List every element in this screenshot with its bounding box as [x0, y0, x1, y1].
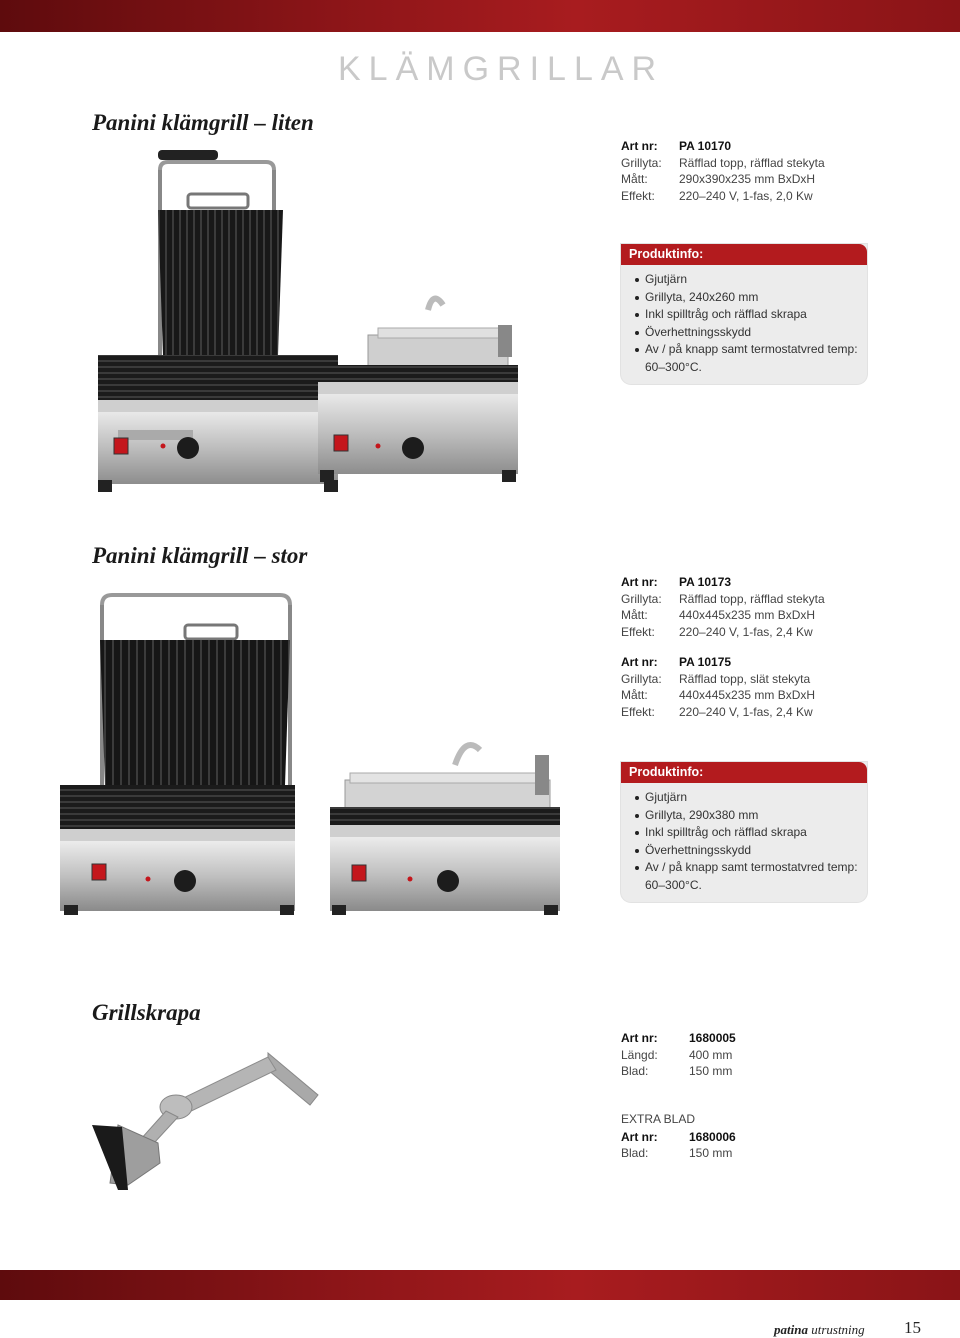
produktinfo-box-liten	[621, 244, 867, 384]
spec-key: Längd:	[621, 1047, 658, 1062]
spec-row-effekt	[621, 704, 815, 721]
spec-value: 400 mm	[689, 1047, 733, 1062]
spec-key: Grillyta:	[621, 591, 662, 606]
spec-value: 440x445x235 mm BxDxH	[679, 608, 816, 622]
section-title-grillskrapa: Grillskrapa	[92, 1000, 201, 1025]
brand-name: patina	[774, 1322, 808, 1337]
top-color-band	[0, 0, 960, 32]
spec-value: Räfflad topp, slät stekyta	[679, 671, 811, 686]
spec-key: Mått:	[621, 172, 648, 186]
spec-row-langd	[621, 1047, 736, 1064]
list-item-continuation: 60–300°C.	[645, 877, 702, 892]
list-item: Överhettningsskydd	[635, 842, 859, 860]
produktinfo-box-stor	[621, 762, 867, 902]
spec-key: Effekt:	[621, 624, 655, 639]
produktinfo-header: Produktinfo:	[621, 244, 867, 265]
spec-row-artnr	[621, 654, 815, 671]
spec-row-artnr	[621, 138, 825, 155]
list-item: Av / på knapp samt termostatvred temp:	[635, 859, 859, 877]
spec-value: 220–240 V, 1-fas, 2,4 Kw	[679, 624, 813, 639]
list-item: Överhettningsskydd	[635, 324, 859, 342]
extra-blad-label: EXTRA BLAD	[621, 1112, 696, 1126]
section-title-stor: Panini klämgrill – stor	[92, 543, 308, 568]
spec-key: Effekt:	[621, 188, 655, 203]
spec-value: 150 mm	[689, 1146, 733, 1160]
list-item: Av / på knapp samt termostatvred temp:	[635, 341, 859, 359]
brand-suffix: utrustning	[811, 1322, 865, 1337]
product-image-panini-liten	[88, 150, 548, 500]
spec-table-pa10175	[621, 654, 815, 720]
list-item: Grillyta, 240x260 mm	[635, 289, 859, 307]
spec-table-pa10173	[621, 574, 825, 640]
spec-value: 440x445x235 mm BxDxH	[679, 688, 816, 702]
spec-row-blad	[621, 1063, 736, 1080]
spec-table-pa10170	[621, 138, 825, 204]
spec-key: Blad:	[621, 1064, 649, 1078]
page-heading: KLÄMGRILLAR	[338, 50, 665, 88]
produktinfo-list	[621, 783, 867, 902]
spec-key: Art nr:	[621, 575, 658, 589]
list-item: Grillyta, 290x380 mm	[635, 807, 859, 825]
page-number: 15	[904, 1318, 921, 1337]
spec-value: 220–240 V, 1-fas, 2,4 Kw	[679, 704, 813, 719]
section-title-liten: Panini klämgrill – liten	[92, 110, 314, 135]
spec-row-grillyta	[621, 591, 825, 608]
produktinfo-header: Produktinfo:	[621, 762, 867, 783]
list-item: Gjutjärn	[635, 271, 859, 289]
spec-key: Art nr:	[621, 655, 658, 669]
spec-row-artnr	[621, 1129, 736, 1146]
spec-key: Mått:	[621, 608, 648, 622]
spec-value: PA 10173	[679, 575, 732, 589]
spec-value: 220–240 V, 1-fas, 2,0 Kw	[679, 188, 813, 203]
spec-table-extra-blad	[621, 1111, 736, 1162]
spec-row-grillyta	[621, 155, 825, 172]
spec-value: 150 mm	[689, 1064, 733, 1078]
spec-key: Effekt:	[621, 704, 655, 719]
produktinfo-list	[621, 265, 867, 384]
spec-row-grillyta	[621, 671, 815, 688]
spec-row-artnr	[621, 574, 825, 591]
spec-value: Räfflad topp, räfflad stekyta	[679, 155, 825, 170]
product-image-panini-stor	[40, 585, 610, 920]
spec-row-matt	[621, 171, 825, 188]
list-item: Gjutjärn	[635, 789, 859, 807]
list-item-continuation: 60–300°C.	[645, 359, 702, 374]
spec-key: Art nr:	[621, 139, 658, 153]
spec-row-matt	[621, 607, 825, 624]
spec-value: 1680006	[689, 1129, 736, 1144]
spec-key: Art nr:	[621, 1031, 658, 1045]
spec-value: 290x390x235 mm BxDxH	[679, 172, 816, 186]
spec-key: Mått:	[621, 688, 648, 702]
spec-value: PA 10175	[679, 655, 732, 669]
spec-row-matt	[621, 687, 815, 704]
bottom-color-band	[0, 1270, 960, 1300]
spec-row-effekt	[621, 188, 825, 205]
list-item: Inkl spilltråg och räfflad skrapa	[635, 824, 859, 842]
spec-value: PA 10170	[679, 139, 732, 153]
footer-brand	[774, 1322, 865, 1338]
spec-key: Grillyta:	[621, 671, 662, 686]
spec-row-artnr	[621, 1030, 736, 1047]
spec-key: Grillyta:	[621, 155, 662, 170]
spec-row-effekt	[621, 624, 825, 641]
spec-row-blad	[621, 1145, 736, 1162]
spec-value: Räfflad topp, räfflad stekyta	[679, 591, 825, 606]
spec-key: Blad:	[621, 1146, 649, 1160]
spec-table-1680005	[621, 1030, 736, 1080]
spec-key: Art nr:	[621, 1129, 658, 1144]
spec-value: 1680005	[689, 1031, 736, 1045]
list-item: Inkl spilltråg och räfflad skrapa	[635, 306, 859, 324]
product-image-grillskrapa	[88, 1045, 338, 1195]
